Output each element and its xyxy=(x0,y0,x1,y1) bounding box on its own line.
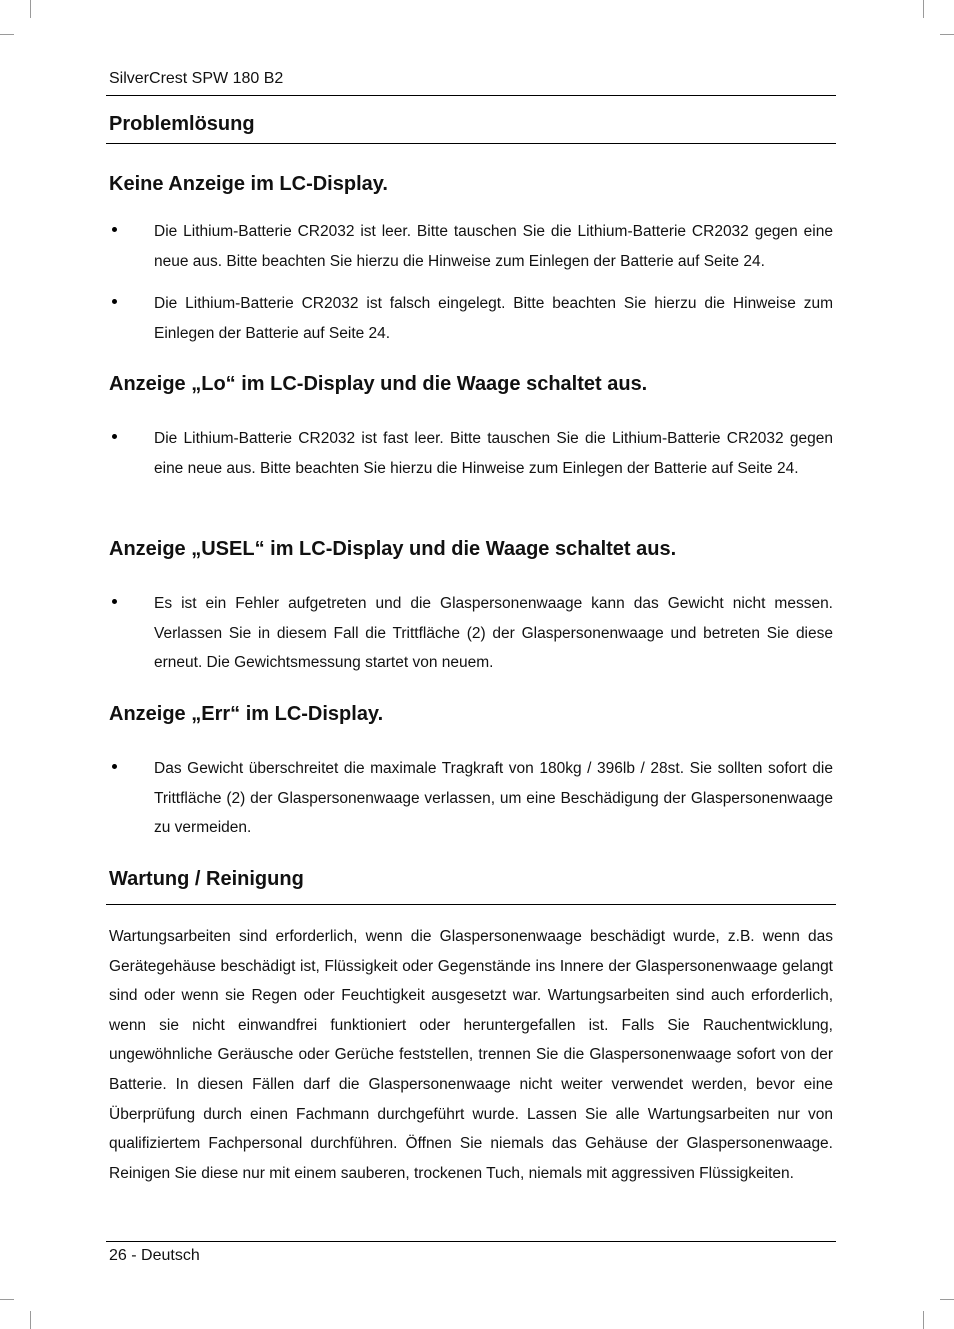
bullet-icon xyxy=(112,599,117,604)
crop-mark-top-left-h xyxy=(0,34,14,35)
crop-mark-bottom-right-h xyxy=(940,1299,954,1300)
heading-err-display: Anzeige „Err“ im LC-Display. xyxy=(109,703,384,725)
crop-mark-top-right-h xyxy=(940,34,954,35)
crop-mark-bottom-right xyxy=(923,1311,924,1329)
list-item-text: Es ist ein Fehler aufgetreten und die Glaspersonenwaage kann das Gewicht nicht messen. Verlassen Sie in diesem Fall die Trittfläche (2) der Glaspersonenwaage und betreten Sie diese erneut. Die Gewichtsmessung startet von neuem. xyxy=(154,595,833,672)
list-item xyxy=(109,589,833,678)
list-item-text: Die Lithium-Batterie CR2032 ist falsch eingelegt. Bitte beachten Sie hierzu die Hinweise zum Einlegen der Batterie auf Seite 24. xyxy=(154,295,833,342)
bullet-icon xyxy=(112,434,117,439)
footer-rule xyxy=(106,1241,836,1242)
page-number: 26 - Deutsch xyxy=(109,1247,200,1264)
section-title-problem: Problemlösung xyxy=(109,113,255,135)
header-rule xyxy=(106,95,836,96)
section-rule-maintenance xyxy=(106,904,836,905)
crop-mark-top-right xyxy=(923,0,924,18)
list-item-text: Die Lithium-Batterie CR2032 ist fast leer. Bitte tauschen Sie die Lithium-Batterie CR2032 gegen eine neue aus. Bitte beachten Sie hierzu die Hinweise zum Einlegen der Batterie auf Seite 24. xyxy=(154,430,833,477)
list-item xyxy=(109,754,833,843)
crop-mark-bottom-left xyxy=(30,1311,31,1329)
heading-lo-display: Anzeige „Lo“ im LC-Display und die Waage schaltet aus. xyxy=(109,373,648,395)
maintenance-paragraph: Wartungsarbeiten sind erforderlich, wenn die Glaspersonenwaage beschädigt wurde, z.B. wenn das Gerätegehäuse beschädigt ist, Flüssigkeit oder Gegenstände ins Innere der Glaspersonenwaage gelangt sind oder wenn sie Regen oder Feuchtigkeit ausgesetzt war. Wartungsarbeiten sind auch erforderlich, wenn sie nicht einwandfrei funktioniert oder heruntergefallen ist. Falls Sie Rauchentwicklung, ungewöhnliche Geräusche oder Gerüche feststellen, trennen Sie die Glaspersonenwaage sofort von der Batterie. In diesen Fällen darf die Glaspersonenwaage nicht weiter verwendet werden, bevor eine Überprüfung durch einen Fachmann durchgeführt wurde. Lassen Sie alle Wartungsarbeiten nur von qualifiziertem Fachpersonal durchführen. Öffnen Sie niemals das Gehäuse der Glaspersonenwaage. Reinigen Sie diese nur mit einem sauberen, trockenen Tuch, niemals mit aggressiven Flüssigkeiten. xyxy=(109,928,833,1182)
bullet-icon xyxy=(112,227,117,232)
section-title-maintenance: Wartung / Reinigung xyxy=(109,868,304,890)
list-item-text: Die Lithium-Batterie CR2032 ist leer. Bitte tauschen Sie die Lithium-Batterie CR2032 gegen eine neue aus. Bitte beachten Sie hierzu die Hinweise zum Einlegen der Batterie auf Seite 24. xyxy=(154,223,833,270)
crop-mark-top-left xyxy=(30,0,31,18)
list-item xyxy=(109,424,833,483)
section-rule-problem xyxy=(106,143,836,144)
heading-no-display: Keine Anzeige im LC-Display. xyxy=(109,173,388,195)
list-item xyxy=(109,217,833,276)
list-item xyxy=(109,289,833,348)
bullet-icon xyxy=(112,299,117,304)
bullet-icon xyxy=(112,764,117,769)
heading-usel-display: Anzeige „USEL“ im LC-Display und die Waage schaltet aus. xyxy=(109,538,677,560)
list-item-text: Das Gewicht überschreitet die maximale Tragkraft von 180kg / 396lb / 28st. Sie sollten sofort die Trittfläche (2) der Glaspersonenwaage verlassen, um eine Beschädigung der Glaspersonenwaage zu vermeiden. xyxy=(154,760,833,837)
running-header: SilverCrest SPW 180 B2 xyxy=(109,70,284,87)
crop-mark-bottom-left-h xyxy=(0,1299,14,1300)
